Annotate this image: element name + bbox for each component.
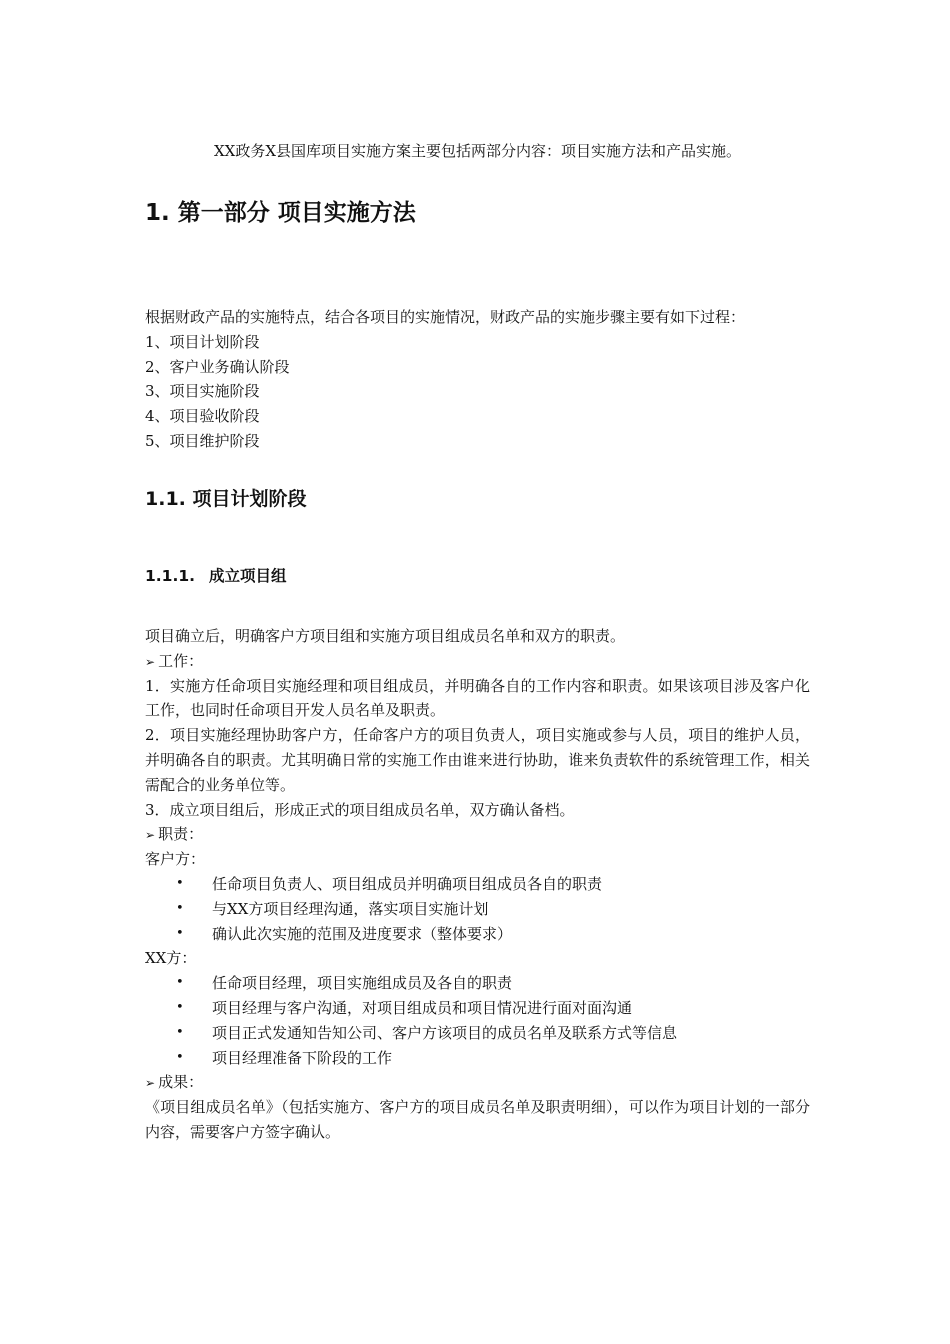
intro-paragraph: XX政务X县国库项目实施方案主要包括两部分内容：项目实施方法和产品实施。 [213, 142, 742, 160]
xx-duty-item [145, 1046, 810, 1071]
bullet-dot-icon: • [176, 1049, 184, 1065]
step-item: 3、项目实施阶段 [145, 382, 260, 401]
xx-duty-item [145, 1021, 810, 1046]
client-duty-item [145, 872, 810, 897]
client-duty-text: 任命项目负责人、项目组成员并明确项目组成员各自的职责 [212, 874, 603, 893]
work-label-line [145, 649, 810, 674]
client-duty-item [145, 922, 810, 947]
section-1-body [145, 305, 810, 454]
bullet-dot-icon: • [176, 999, 184, 1015]
section-1-1-number: 1.1. [145, 488, 186, 510]
xx-duty-item [145, 971, 810, 996]
section-1-1-1-body [145, 624, 810, 1145]
bullet-dot-icon: • [176, 900, 184, 916]
section-1-1-title: 项目计划阶段 [192, 488, 307, 510]
section-1-1-1-lead: 项目确立后，明确客户方项目组和实施方项目组成员名单和双方的职责。 [145, 627, 626, 645]
result-text: 《项目组成员名单》（包括实施方、客户方的项目成员名单及职责明细），可以作为项目计划的一部分内容，需要客户方签字确认。 [145, 1098, 810, 1141]
client-duty-text: 确认此次实施的范围及进度要求（整体要求） [212, 924, 513, 943]
client-duty-item [145, 897, 810, 922]
step-item: 5、项目维护阶段 [145, 431, 260, 450]
work-label: 工作： [158, 651, 204, 670]
step-item: 4、项目验收阶段 [145, 407, 260, 426]
bullet-dot-icon: • [176, 975, 184, 991]
result-label: 成果： [158, 1073, 204, 1092]
duty-label: 职责： [158, 825, 204, 844]
xx-label: XX方： [145, 949, 197, 968]
section-1-title: 第一部分 项目实施方法 [177, 200, 416, 226]
work-item: 3．成立项目组后，形成正式的项目组成员名单，双方确认备档。 [145, 800, 575, 819]
step-item: 2、客户业务确认阶段 [145, 357, 290, 376]
section-1-1-1-number: 1.1.1. [145, 567, 196, 585]
section-1-1-1-title: 成立项目组 [209, 567, 287, 585]
work-item: 2．项目实施经理协助客户方，任命客户方的项目负责人，项目实施或参与人员，项目的维护人员，并明确各自的职责。尤其明确日常的实施工作由谁来进行协助，谁来负责软件的系统管理工作，相关需配合的业务单位等。 [145, 726, 810, 794]
bullet-dot-icon: • [176, 875, 184, 891]
section-1-heading [145, 197, 416, 229]
arrow-bullet-icon: ➢ [145, 1076, 156, 1091]
step-item: 1、项目计划阶段 [145, 332, 260, 351]
duty-label-line [145, 822, 810, 847]
section-1-1-heading [145, 485, 307, 513]
client-duty-text: 与XX方项目经理沟通，落实项目实施计划 [212, 899, 489, 918]
xx-duty-item [145, 996, 810, 1021]
result-label-line [145, 1070, 810, 1095]
client-label: 客户方： [145, 850, 206, 869]
xx-duty-text: 项目正式发通知告知公司、客户方该项目的成员名单及联系方式等信息 [212, 1023, 678, 1042]
xx-duty-text: 项目经理与客户沟通，对项目组成员和项目情况进行面对面沟通 [212, 998, 633, 1017]
arrow-bullet-icon: ➢ [145, 828, 156, 843]
work-item: 1．实施方任命项目实施经理和项目组成员，并明确各自的工作内容和职责。如果该项目涉及客户化工作，也同时任命项目开发人员名单及职责。 [145, 676, 810, 720]
xx-duty-text: 任命项目经理，项目实施组成员及各自的职责 [212, 974, 513, 993]
section-1-1-1-heading [145, 564, 287, 588]
arrow-bullet-icon: ➢ [145, 654, 156, 669]
bullet-dot-icon: • [176, 1024, 184, 1040]
section-1-number: 1. [145, 200, 170, 226]
section-1-lead: 根据财政产品的实施特点，结合各项目的实施情况，财政产品的实施步骤主要有如下过程： [145, 308, 746, 326]
bullet-dot-icon: • [176, 925, 184, 941]
xx-duty-text: 项目经理准备下阶段的工作 [212, 1048, 393, 1067]
